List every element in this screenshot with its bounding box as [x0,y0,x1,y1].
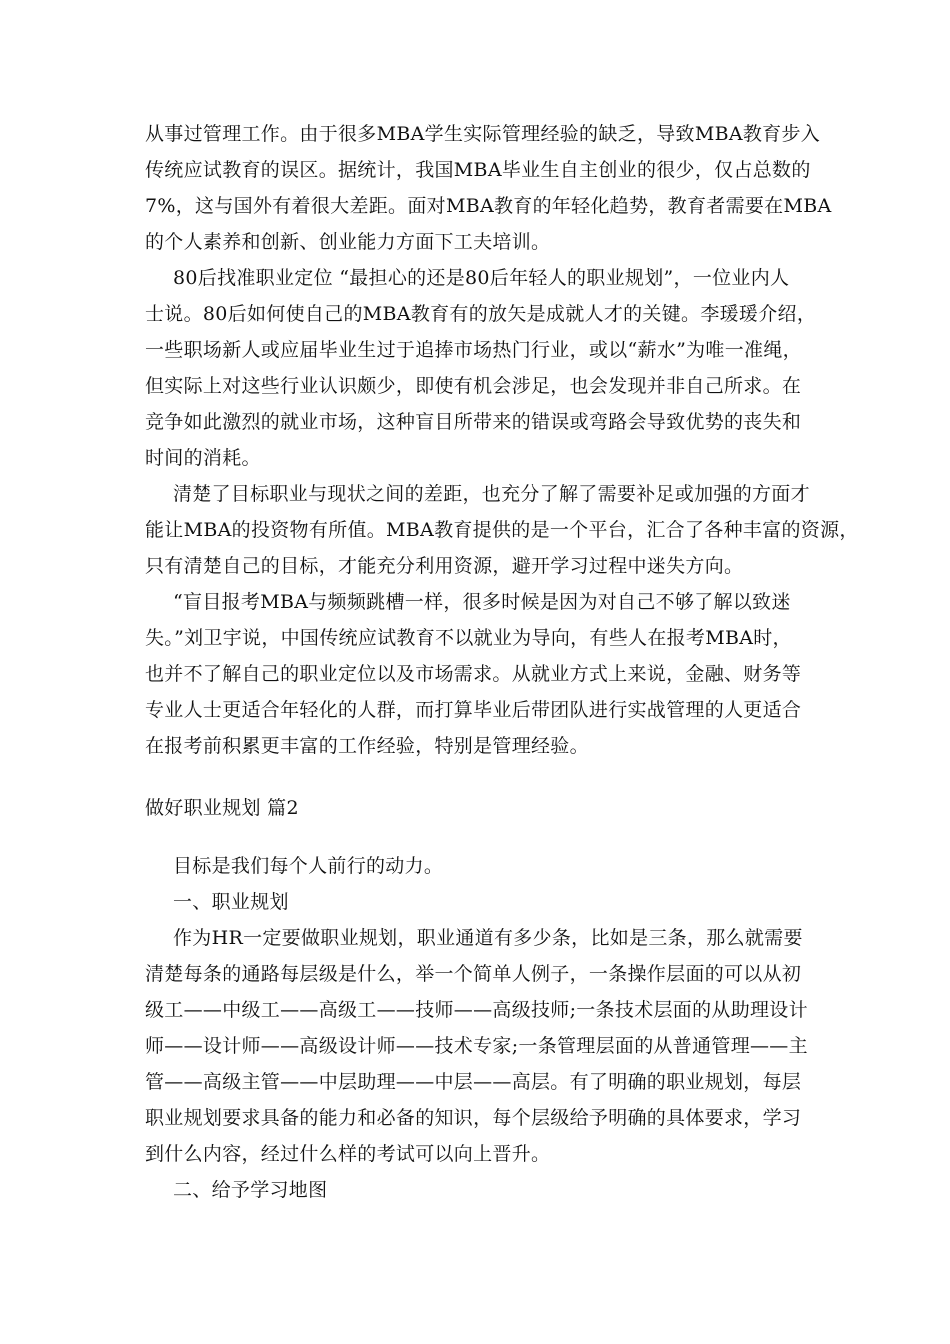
text-line: 能让MBA的投资物有所值。MBA教育提供的是一个平台，汇合了各种丰富的资源， [145,519,859,541]
text-line: 士说。80后如何使自己的MBA教育有的放矢是成就人才的关键。李瑗瑗介绍， [145,303,817,325]
text-line: 7%，这与国外有着很大差距。面对MBA教育的年轻化趋势，教育者需要在MBA [145,195,832,217]
subheading-line: 一、职业规划 [173,891,289,913]
text-line: 传统应试教育的误区。据统计，我国MBA毕业生自主创业的很少，仅占总数的 [145,159,811,181]
paragraph-start-line: “盲目报考MBA与频频跳槽一样，很多时候是因为对自己不够了解以致迷 [173,591,791,613]
text-line: 时间的消耗。 [145,447,261,469]
text-line: 从事过管理工作。由于很多MBA学生实际管理经验的缺乏，导致MBA教育步入 [145,123,821,145]
text-line: 专业人士更适合年轻化的人群，而打算毕业后带团队进行实战管理的人更适合 [145,699,802,721]
section-heading-text: 做好职业规划 篇2 [145,797,299,819]
text-line: 只有清楚自己的目标，才能充分利用资源，避开学习过程中迷失方向。 [145,555,744,577]
text-line: 失。”刘卫宇说，中国传统应试教育不以就业为导向，有些人在报考MBA时， [145,627,792,649]
subheading-line: 二、给予学习地图 [173,1179,328,1201]
text-line: 清楚每条的通路每层级是什么，举一个简单人例子，一条操作层面的可以从初 [145,963,802,985]
text-line: 师——设计师——高级设计师——技术专家;一条管理层面的从普通管理——主 [145,1035,808,1057]
text-line: 但实际上对这些行业认识颇少，即使有机会涉足，也会发现并非自己所求。在 [145,375,802,397]
text-line: 在报考前积累更丰富的工作经验，特别是管理经验。 [145,735,589,757]
paragraph-start-line: 目标是我们每个人前行的动力。 [173,855,444,877]
text-line: 一些职场新人或应届毕业生过于追捧市场热门行业，或以“薪水”为唯一准绳， [145,339,802,361]
section-1-body [145,116,859,764]
text-line: 级工——中级工——高级工——技师——高级技师;一条技术层面的从助理设计 [145,999,808,1021]
paragraph-start-line: 作为HR一定要做职业规划，职业通道有多少条，比如是三条，那么就需要 [173,927,803,949]
text-line: 职业规划要求具备的能力和必备的知识，每个层级给予明确的具体要求，学习 [145,1107,802,1129]
text-line: 竞争如此激烈的就业市场，这种盲目所带来的错误或弯路会导致优势的丧失和 [145,411,802,433]
text-line: 管——高级主管——中层助理——中层——高层。有了明确的职业规划，每层 [145,1071,802,1093]
text-line: 也并不了解自己的职业定位以及市场需求。从就业方式上来说，金融、财务等 [145,663,802,685]
section-2-body [145,848,825,1208]
section-heading [145,790,825,826]
text-line: 的个人素养和创新、创业能力方面下工夫培训。 [145,231,551,253]
paragraph-start-line: 清楚了目标职业与现状之间的差距，也充分了解了需要补足或加强的方面才 [173,483,810,505]
text-line: 到什么内容，经过什么样的考试可以向上晋升。 [145,1143,551,1165]
paragraph-start-line: 80后找准职业定位 “最担心的还是80后年轻人的职业规划”，一位业内人 [173,267,790,289]
